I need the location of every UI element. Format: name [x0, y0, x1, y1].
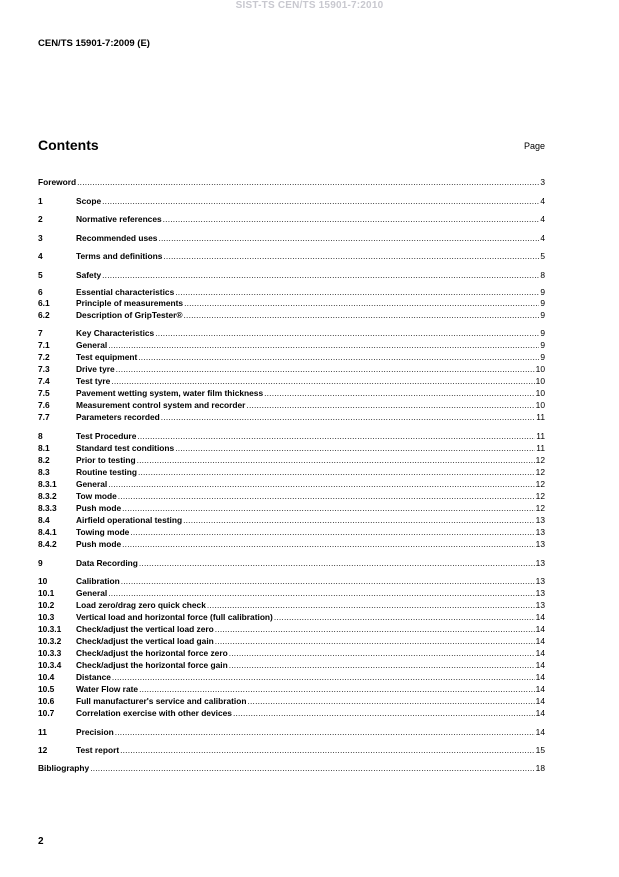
toc-entry-title: General [76, 588, 108, 598]
toc-entry[interactable] [38, 587, 545, 599]
toc-entry[interactable] [38, 176, 545, 188]
toc-entry-page: 11 [536, 431, 545, 441]
toc-entry-page: 11 [536, 412, 545, 422]
toc-entry-title: Principle of measurements [76, 298, 184, 308]
toc-leader-dots [137, 430, 535, 442]
toc-entry[interactable] [38, 557, 545, 569]
toc-entry-title: Distance [76, 672, 111, 682]
toc-entry-number: 7.2 [38, 352, 50, 362]
toc-leader-dots [184, 309, 540, 321]
toc-entry-title: Check/adjust the horizontal force zero [76, 648, 228, 658]
toc-entry-title: Check/adjust the vertical load gain [76, 636, 214, 646]
toc-entry[interactable] [38, 599, 545, 611]
toc-entry-title: Precision [76, 727, 114, 737]
toc-entry[interactable] [38, 297, 545, 309]
toc-entry[interactable] [38, 526, 545, 538]
toc-entry[interactable] [38, 309, 545, 321]
toc-leader-dots [163, 250, 539, 262]
toc-leader-dots [90, 762, 534, 774]
toc-entry-number: 8.1 [38, 443, 50, 453]
toc-entry[interactable] [38, 442, 545, 454]
toc-entry-title: Recommended uses [76, 233, 158, 243]
toc-entry-number: 8.3.1 [38, 479, 57, 489]
toc-entry[interactable] [38, 647, 545, 659]
toc-entry-title: Measurement control system and recorder [76, 400, 246, 410]
toc-leader-dots [120, 744, 535, 756]
toc-entry[interactable] [38, 502, 545, 514]
toc-leader-dots [115, 726, 535, 738]
toc-entry-number: 8.3 [38, 467, 50, 477]
toc-entry-page: 13 [535, 515, 545, 525]
toc-entry-number: 7.7 [38, 412, 50, 422]
toc-entry-page: 14 [535, 624, 545, 634]
toc-entry-page: 9 [540, 298, 545, 308]
toc-entry-number: 8 [38, 431, 43, 441]
toc-entry[interactable] [38, 635, 545, 647]
toc-entry-title: Scope [76, 196, 102, 206]
toc-leader-dots [108, 339, 539, 351]
toc-entry-number: 6 [38, 287, 43, 297]
toc-leader-dots [183, 514, 535, 526]
toc-entry[interactable] [38, 538, 545, 550]
toc-entry-page: 8 [540, 270, 545, 280]
watermark: SIST-TS CEN/TS 15901-7:2010 [235, 0, 384, 11]
toc-leader-dots [122, 502, 535, 514]
toc-entry[interactable] [38, 623, 545, 635]
toc-entry[interactable] [38, 466, 545, 478]
toc-entry-title: Bibliography [38, 763, 90, 773]
toc-entry-page: 9 [540, 287, 545, 297]
toc-entry[interactable] [38, 490, 545, 502]
toc-entry-number: 10.2 [38, 600, 55, 610]
toc-entry[interactable] [38, 671, 545, 683]
toc-entry-number: 10 [38, 576, 48, 586]
toc-entry-title: Prior to testing [76, 455, 136, 465]
toc-entry-page: 9 [540, 352, 545, 362]
toc-entry[interactable] [38, 351, 545, 363]
toc-entry-title: Push mode [76, 539, 122, 549]
toc-leader-dots [130, 526, 534, 538]
toc-leader-dots [108, 478, 534, 490]
toc-entry-number: 8.4 [38, 515, 50, 525]
toc-entry-title: Parameters recorded [76, 412, 160, 422]
toc-entry-number: 7 [38, 328, 43, 338]
toc-entry[interactable] [38, 399, 545, 411]
toc-entry-title: Key Characteristics [76, 328, 155, 338]
toc-entry-page: 14 [535, 648, 545, 658]
toc-entry-number: 7.5 [38, 388, 50, 398]
toc-entry-number: 8.4.2 [38, 539, 57, 549]
toc-entry-number: 4 [38, 251, 43, 261]
toc-entry-page: 14 [535, 660, 545, 670]
toc-entry[interactable] [38, 726, 545, 738]
toc-entry-number: 8.4.1 [38, 527, 57, 537]
toc-entry-number: 9 [38, 558, 43, 568]
toc-leader-dots [138, 351, 539, 363]
toc-entry-number: 10.1 [38, 588, 55, 598]
toc-entry-page: 10 [535, 400, 545, 410]
toc-entry-page: 4 [540, 214, 545, 224]
toc-entry-page: 14 [535, 708, 545, 718]
toc-entry-number: 2 [38, 214, 43, 224]
toc-entry[interactable] [38, 363, 545, 375]
contents-heading: Contents [38, 137, 99, 153]
toc-entry-number: 10.3.2 [38, 636, 62, 646]
toc-leader-dots [233, 707, 535, 719]
toc-entry-title: Push mode [76, 503, 122, 513]
toc-entry-title: Standard test conditions [76, 443, 175, 453]
toc-entry-title: Normative references [76, 214, 162, 224]
toc-leader-dots [116, 363, 535, 375]
toc-leader-dots [215, 623, 535, 635]
toc-entry-number: 10.6 [38, 696, 55, 706]
toc-leader-dots [184, 297, 539, 309]
toc-entry-title: Water Flow rate [76, 684, 139, 694]
toc-entry-page: 5 [540, 251, 545, 261]
toc-entry[interactable] [38, 250, 545, 262]
toc-entry-title: Description of GripTester® [76, 310, 183, 320]
toc-leader-dots [247, 695, 534, 707]
toc-entry-title: Safety [76, 270, 102, 280]
toc-leader-dots [215, 635, 535, 647]
toc-entry-number: 7.4 [38, 376, 50, 386]
toc-entry[interactable] [38, 232, 545, 244]
toc-entry-page: 14 [535, 684, 545, 694]
toc-leader-dots [264, 387, 535, 399]
toc-leader-dots [175, 442, 535, 454]
toc-entry-number: 10.5 [38, 684, 55, 694]
toc-entry-page: 14 [535, 727, 545, 737]
toc-entry-page: 12 [535, 455, 545, 465]
toc-entry-page: 12 [535, 503, 545, 513]
toc-entry[interactable] [38, 744, 545, 756]
toc-entry[interactable] [38, 269, 545, 281]
toc-entry-title: Drive tyre [76, 364, 115, 374]
toc-entry[interactable] [38, 683, 545, 695]
toc-entry-title: Routine testing [76, 467, 137, 477]
toc-entry[interactable] [38, 454, 545, 466]
toc-entry-number: 10.7 [38, 708, 55, 718]
toc-leader-dots [121, 575, 535, 587]
toc-entry-number: 10.3 [38, 612, 55, 622]
toc-leader-dots [229, 659, 535, 671]
toc-entry-page: 10 [535, 376, 545, 386]
toc-leader-dots [111, 375, 534, 387]
toc-entry[interactable] [38, 611, 545, 623]
toc-entry[interactable] [38, 375, 545, 387]
toc-leader-dots [138, 466, 535, 478]
toc-leader-dots [108, 587, 534, 599]
page-column-label: Page [523, 141, 545, 151]
toc-entry-number: 11 [38, 727, 47, 737]
toc-entry-page: 12 [535, 479, 545, 489]
toc-leader-dots [122, 538, 535, 550]
toc-leader-dots [155, 327, 539, 339]
toc-entry-title: Essential characteristics [76, 287, 175, 297]
toc-entry-title: General [76, 340, 108, 350]
toc-entry-page: 4 [540, 196, 545, 206]
toc-entry[interactable] [38, 575, 545, 587]
toc-entry[interactable] [38, 195, 545, 207]
toc-entry-title: Foreword [38, 177, 77, 187]
toc-entry-page: 10 [535, 364, 545, 374]
toc-leader-dots [118, 490, 535, 502]
toc-leader-dots [274, 611, 535, 623]
toc-entry-title: Load zero/drag zero quick check [76, 600, 206, 610]
toc-leader-dots [137, 454, 535, 466]
toc-entry-page: 9 [540, 310, 545, 320]
toc-leader-dots [158, 232, 539, 244]
toc-entry-number: 3 [38, 233, 43, 243]
toc-entry-title: Check/adjust the vertical load zero [76, 624, 214, 634]
toc-entry-title: Correlation exercise with other devices [76, 708, 232, 718]
toc-entry-number: 10.3.1 [38, 624, 62, 634]
toc-entry-page: 14 [535, 612, 545, 622]
toc-entry-number: 10.3.3 [38, 648, 62, 658]
toc-entry-title: Calibration [76, 576, 120, 586]
toc-entry-title: Airfield operational testing [76, 515, 183, 525]
toc-entry-number: 7.3 [38, 364, 50, 374]
toc-entry-page: 12 [535, 491, 545, 501]
toc-entry-title: Test tyre [76, 376, 111, 386]
toc-entry[interactable] [38, 514, 545, 526]
toc-entry-page: 14 [535, 672, 545, 682]
toc-leader-dots [102, 269, 539, 281]
toc-entry-page: 4 [540, 233, 545, 243]
toc-entry-number: 6.1 [38, 298, 50, 308]
toc-leader-dots [207, 599, 535, 611]
toc-entry-page: 13 [535, 600, 545, 610]
toc-entry-page: 3 [540, 177, 545, 187]
toc-entry[interactable] [38, 707, 545, 719]
toc-entry-title: Test Procedure [76, 431, 137, 441]
toc-entry-title: General [76, 479, 108, 489]
toc-leader-dots [139, 683, 535, 695]
toc-entry-title: Data Recording [76, 558, 138, 568]
toc-leader-dots [246, 399, 534, 411]
toc-entry[interactable] [38, 430, 545, 442]
toc-entry-page: 13 [535, 588, 545, 598]
toc-entry[interactable] [38, 659, 545, 671]
toc-entry-number: 5 [38, 270, 43, 280]
toc-entry-page: 11 [536, 443, 545, 453]
toc-entry[interactable] [38, 762, 545, 774]
toc-entry-title: Full manufacturer's service and calibration [76, 696, 247, 706]
toc-entry-page: 13 [535, 539, 545, 549]
toc-leader-dots [102, 195, 539, 207]
toc-entry-number: 6.2 [38, 310, 50, 320]
toc-entry-page: 13 [535, 527, 545, 537]
toc-entry[interactable] [38, 478, 545, 490]
toc-leader-dots [229, 647, 535, 659]
toc-leader-dots [161, 411, 536, 423]
toc-entry-title: Terms and definitions [76, 251, 163, 261]
toc-entry[interactable] [38, 695, 545, 707]
toc-entry-page: 13 [535, 576, 545, 586]
toc-entry[interactable] [38, 327, 545, 339]
toc-entry-number: 12 [38, 745, 48, 755]
toc-entry-page: 10 [535, 388, 545, 398]
toc-entry-page: 18 [535, 763, 545, 773]
document-identifier: CEN/TS 15901-7:2009 (E) [38, 38, 150, 49]
toc-leader-dots [163, 213, 540, 225]
toc-entry-page: 15 [535, 745, 545, 755]
toc-entry-number: 10.4 [38, 672, 55, 682]
toc-entry-number: 10.3.4 [38, 660, 62, 670]
toc-leader-dots [139, 557, 535, 569]
toc-entry-number: 8.3.3 [38, 503, 57, 513]
toc-entry-title: Test report [76, 745, 120, 755]
toc-entry[interactable] [38, 213, 545, 225]
toc-entry-page: 9 [540, 340, 545, 350]
toc-entry-title: Towing mode [76, 527, 130, 537]
toc-entry[interactable] [38, 339, 545, 351]
toc-entry-page: 9 [540, 328, 545, 338]
toc-leader-dots [112, 671, 535, 683]
toc-entry[interactable] [38, 387, 545, 399]
toc-entry-page: 12 [535, 467, 545, 477]
toc-leader-dots [77, 176, 539, 188]
toc-entry[interactable] [38, 411, 545, 423]
toc-entry-number: 8.3.2 [38, 491, 57, 501]
page-number: 2 [38, 836, 44, 847]
toc-entry-title: Vertical load and horizontal force (full calibration) [76, 612, 273, 622]
toc-entry-title: Check/adjust the horizontal force gain [76, 660, 228, 670]
toc-entry-number: 1 [38, 196, 43, 206]
toc-entry-number: 8.2 [38, 455, 50, 465]
toc-entry-number: 7.6 [38, 400, 50, 410]
toc-entry-title: Test equipment [76, 352, 138, 362]
toc-entry-page: 13 [535, 558, 545, 568]
toc-entry-page: 14 [535, 696, 545, 706]
toc-entry-title: Pavement wetting system, water film thickness [76, 388, 264, 398]
toc-entry-number: 7.1 [38, 340, 50, 350]
toc-entry-page: 14 [535, 636, 545, 646]
toc-entry-title: Tow mode [76, 491, 117, 501]
